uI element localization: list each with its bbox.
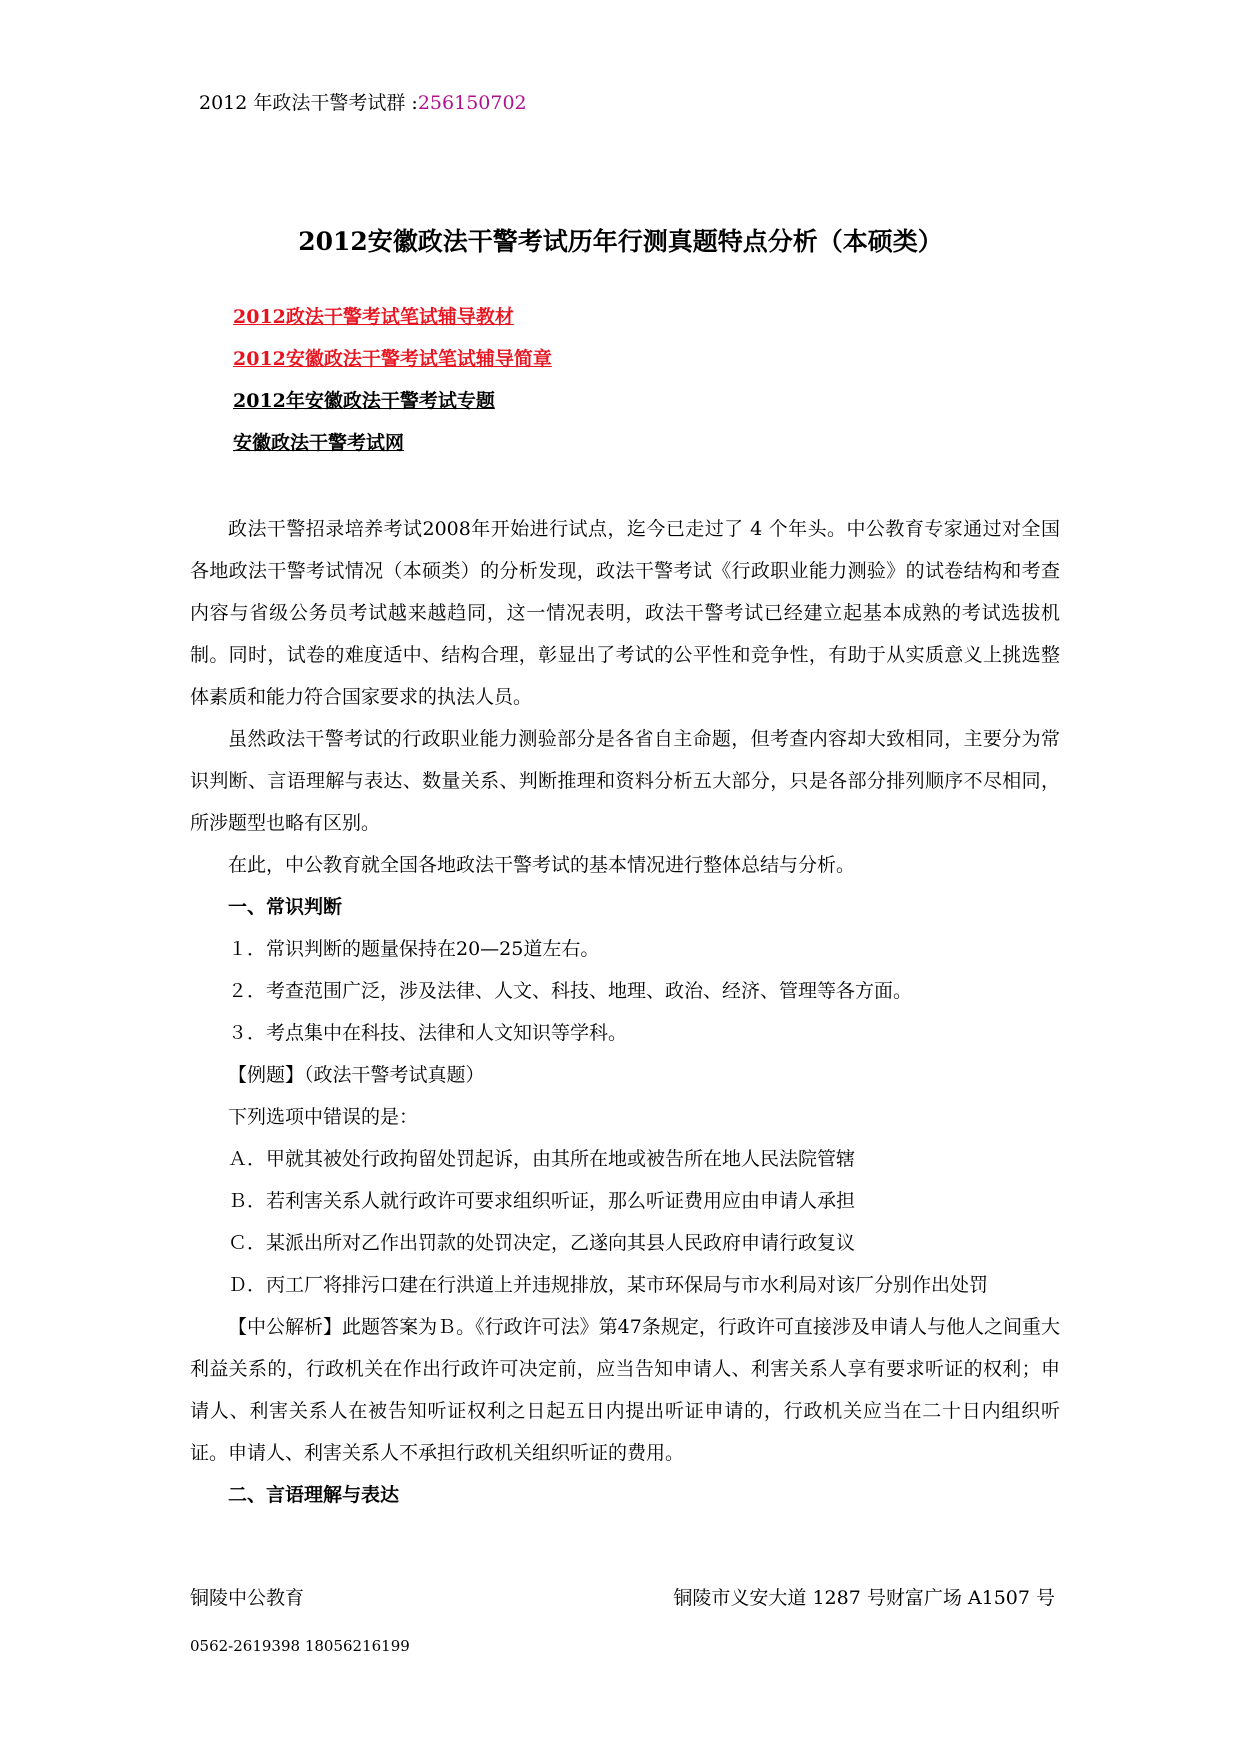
link-textbooks[interactable]: 2012政法干警考试笔试辅导教材 [233,306,514,328]
group-label: 2012 年政法干警考试群 : [199,92,418,114]
page-title: 2012安徽政法干警考试历年行测真题特点分析（本硕类） [298,227,943,256]
example-label: 【例题】（政法干警考试真题） [228,1064,485,1086]
footer-phone: 0562-2619398 18056216199 [190,1637,410,1655]
section-heading-verbal: 二、言语理解与表达 [228,1484,400,1506]
list-item: １．常识判断的题量保持在20—25道左右。 [228,938,600,960]
option-b: Ｂ．若利害关系人就行政许可要求组织听证，那么听证费用应由申请人承担 [228,1190,856,1212]
option-d: Ｄ．丙工厂将排污口建在行洪道上并违规排放，某市环保局与市水利局对该厂分别作出处罚 [228,1274,989,1296]
link-exam-website[interactable]: 安徽政法干警考试网 [233,432,405,454]
structure-paragraph: 虽然政法干警考试的行政职业能力测验部分是各省自主命题，但考查内容却大致相同，主要分为常识判断、言语理解与表达、数量关系、判断推理和资料分析五大部分，只是各部分排列顺序不尽相同，所涉题型也略有区别。 [190,728,1060,834]
list-item: ３．考点集中在科技、法律和人文知识等学科。 [228,1022,628,1044]
link-exam-topic[interactable]: 2012年安徽政法干警考试专题 [233,390,495,412]
group-number: 256150702 [417,92,527,114]
summary-paragraph: 在此，中公教育就全国各地政法干警考试的基本情况进行整体总结与分析。 [228,854,856,876]
question-text: 下列选项中错误的是： [228,1106,419,1128]
article-body [190,508,1060,1516]
section-heading-common-sense: 一、常识判断 [228,896,343,918]
list-item: ２．考查范围广泛，涉及法律、人文、科技、地理、政治、经济、管理等各方面。 [228,980,913,1002]
option-a: Ａ．甲就其被处行政拘留处罚起诉，由其所在地或被告所在地人民法院管辖 [228,1148,856,1170]
option-c: Ｃ．某派出所对乙作出罚款的处罚决定，乙遂向其县人民政府申请行政复议 [228,1232,856,1254]
analysis-paragraph: 【中公解析】此题答案为Ｂ。《行政许可法》第47条规定，行政许可直接涉及申请人与他人之间重大利益关系的，行政机关在作出行政许可决定前，应当告知申请人、利害关系人享有要求听证的权利；申请人、利害关系人在被告知听证权利之日起五日内提出听证申请的，行政机关应当在二十日内组织听证。申请人、利害关系人不承担行政机关组织听证的费用。 [190,1316,1060,1464]
footer-address: 铜陵市义安大道 1287 号财富广场 A1507 号 [673,1587,1055,1609]
footer-org: 铜陵中公教育 [190,1587,305,1609]
link-course-brochure[interactable]: 2012安徽政法干警考试笔试辅导简章 [233,348,552,370]
exam-group-header [199,88,527,115]
intro-paragraph: 政法干警招录培养考试2008年开始进行试点，迄今已走过了 4 个年头。中公教育专家通过对全国各地政法干警考试情况（本硕类）的分析发现，政法干警考试《行政职业能力测验》的试卷结构和考查内容与省级公务员考试越来越趋同，这一情况表明，政法干警考试已经建立起基本成熟的考试选拔机制。同时，试卷的难度适中、结构合理，彰显出了考试的公平性和竞争性，有助于从实质意义上挑选整体素质和能力符合国家要求的执法人员。 [190,518,1060,708]
related-links [233,300,552,468]
